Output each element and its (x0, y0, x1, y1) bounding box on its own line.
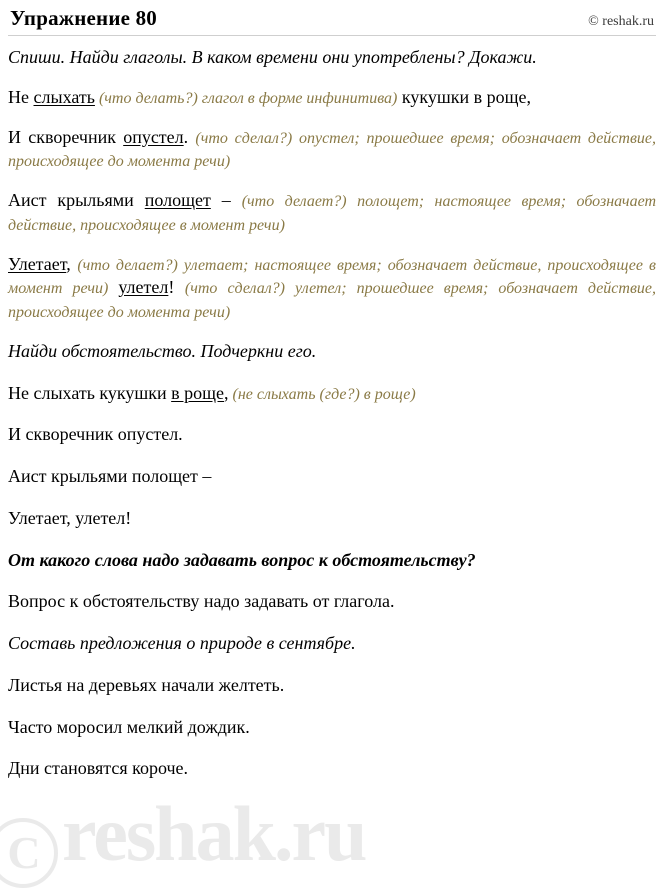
answer-line-3 (8, 189, 656, 237)
answer-line-4 (8, 253, 656, 324)
line4-mid-1: , (66, 253, 78, 274)
answer2-line-4: Улетает, улетел! (8, 507, 132, 528)
line2-mid: . (183, 126, 196, 147)
task-prompt-2: Найди обстоятельство. Подчеркни его. (8, 340, 317, 361)
answer2-comma: , (224, 382, 229, 403)
task-prompt-4: Составь предложения о природе в сентябре. (8, 633, 356, 653)
line2-verb: опустел (123, 126, 184, 147)
answer2-line-1 (8, 382, 656, 406)
line4-verb-1: Улетает (8, 253, 67, 274)
line2-prefix: И скворечник (8, 126, 124, 147)
line4-verb-2: улетел (118, 277, 169, 298)
copyright-label: © reshak.ru (588, 14, 654, 29)
answer2-line-2: И скворечник опустел. (8, 424, 183, 445)
line4-mid-2: ! (168, 277, 185, 298)
answer-line-1 (8, 86, 656, 110)
line2-note: (что сделал?) опустел; прошедшее время; обозначает действие, происходящее до момента речи) (8, 129, 657, 171)
answer3-line: Вопрос к обстоятельству надо задавать от глагола. (8, 591, 395, 612)
line4-note-2: (что сделал?) улетел; прошедшее время; обозначает действие, происходящее до момента речи) (8, 280, 656, 321)
answer4-line-2: Часто моросил мелкий дождик. (8, 716, 250, 737)
answer2-prefix: Не слыхать кукушки (8, 382, 172, 403)
line4-note-1: (что делает?) улетает; настоящее время; обозначает действие, происходящее в момент речи) (8, 256, 657, 298)
line3-mid: – (210, 190, 242, 210)
watermark (0, 790, 366, 888)
answer2-adverbial: в роще (171, 382, 224, 403)
task-prompt-1: Спиши. Найди глаголы. В каком времени они употреблены? Докажи. (8, 47, 537, 67)
line1-note: (что делать?) глагол в форме инфинитива) (98, 89, 398, 107)
header-divider (8, 35, 656, 36)
line3-verb: полощет (144, 190, 211, 210)
watermark-text: reshak.ru (62, 790, 366, 877)
page-header (8, 6, 656, 31)
line1-prefix: Не (8, 86, 34, 107)
answer4-line-3: Дни становятся короче. (8, 758, 189, 779)
task-prompt-3: От какого слова надо задавать вопрос к обстоятельству? (8, 549, 476, 570)
answer2-note: (не слыхать (где?) в роще) (228, 385, 416, 403)
watermark-mark: C (0, 818, 58, 888)
line3-prefix: Аист крыльями (8, 190, 145, 210)
line1-verb: слыхать (33, 86, 95, 107)
answer2-line-3: Аист крыльями полощет – (8, 466, 212, 486)
line3-note: (что делает?) полощет; настоящее время; обозначает действие, происходящее в момент речи) (8, 193, 657, 234)
answer4-line-1: Листья на деревьях начали желтеть. (8, 674, 285, 695)
line1-suffix: кукушки в роще, (397, 86, 531, 107)
exercise-title: Упражнение 80 (10, 6, 157, 30)
answer-line-2 (8, 126, 656, 174)
